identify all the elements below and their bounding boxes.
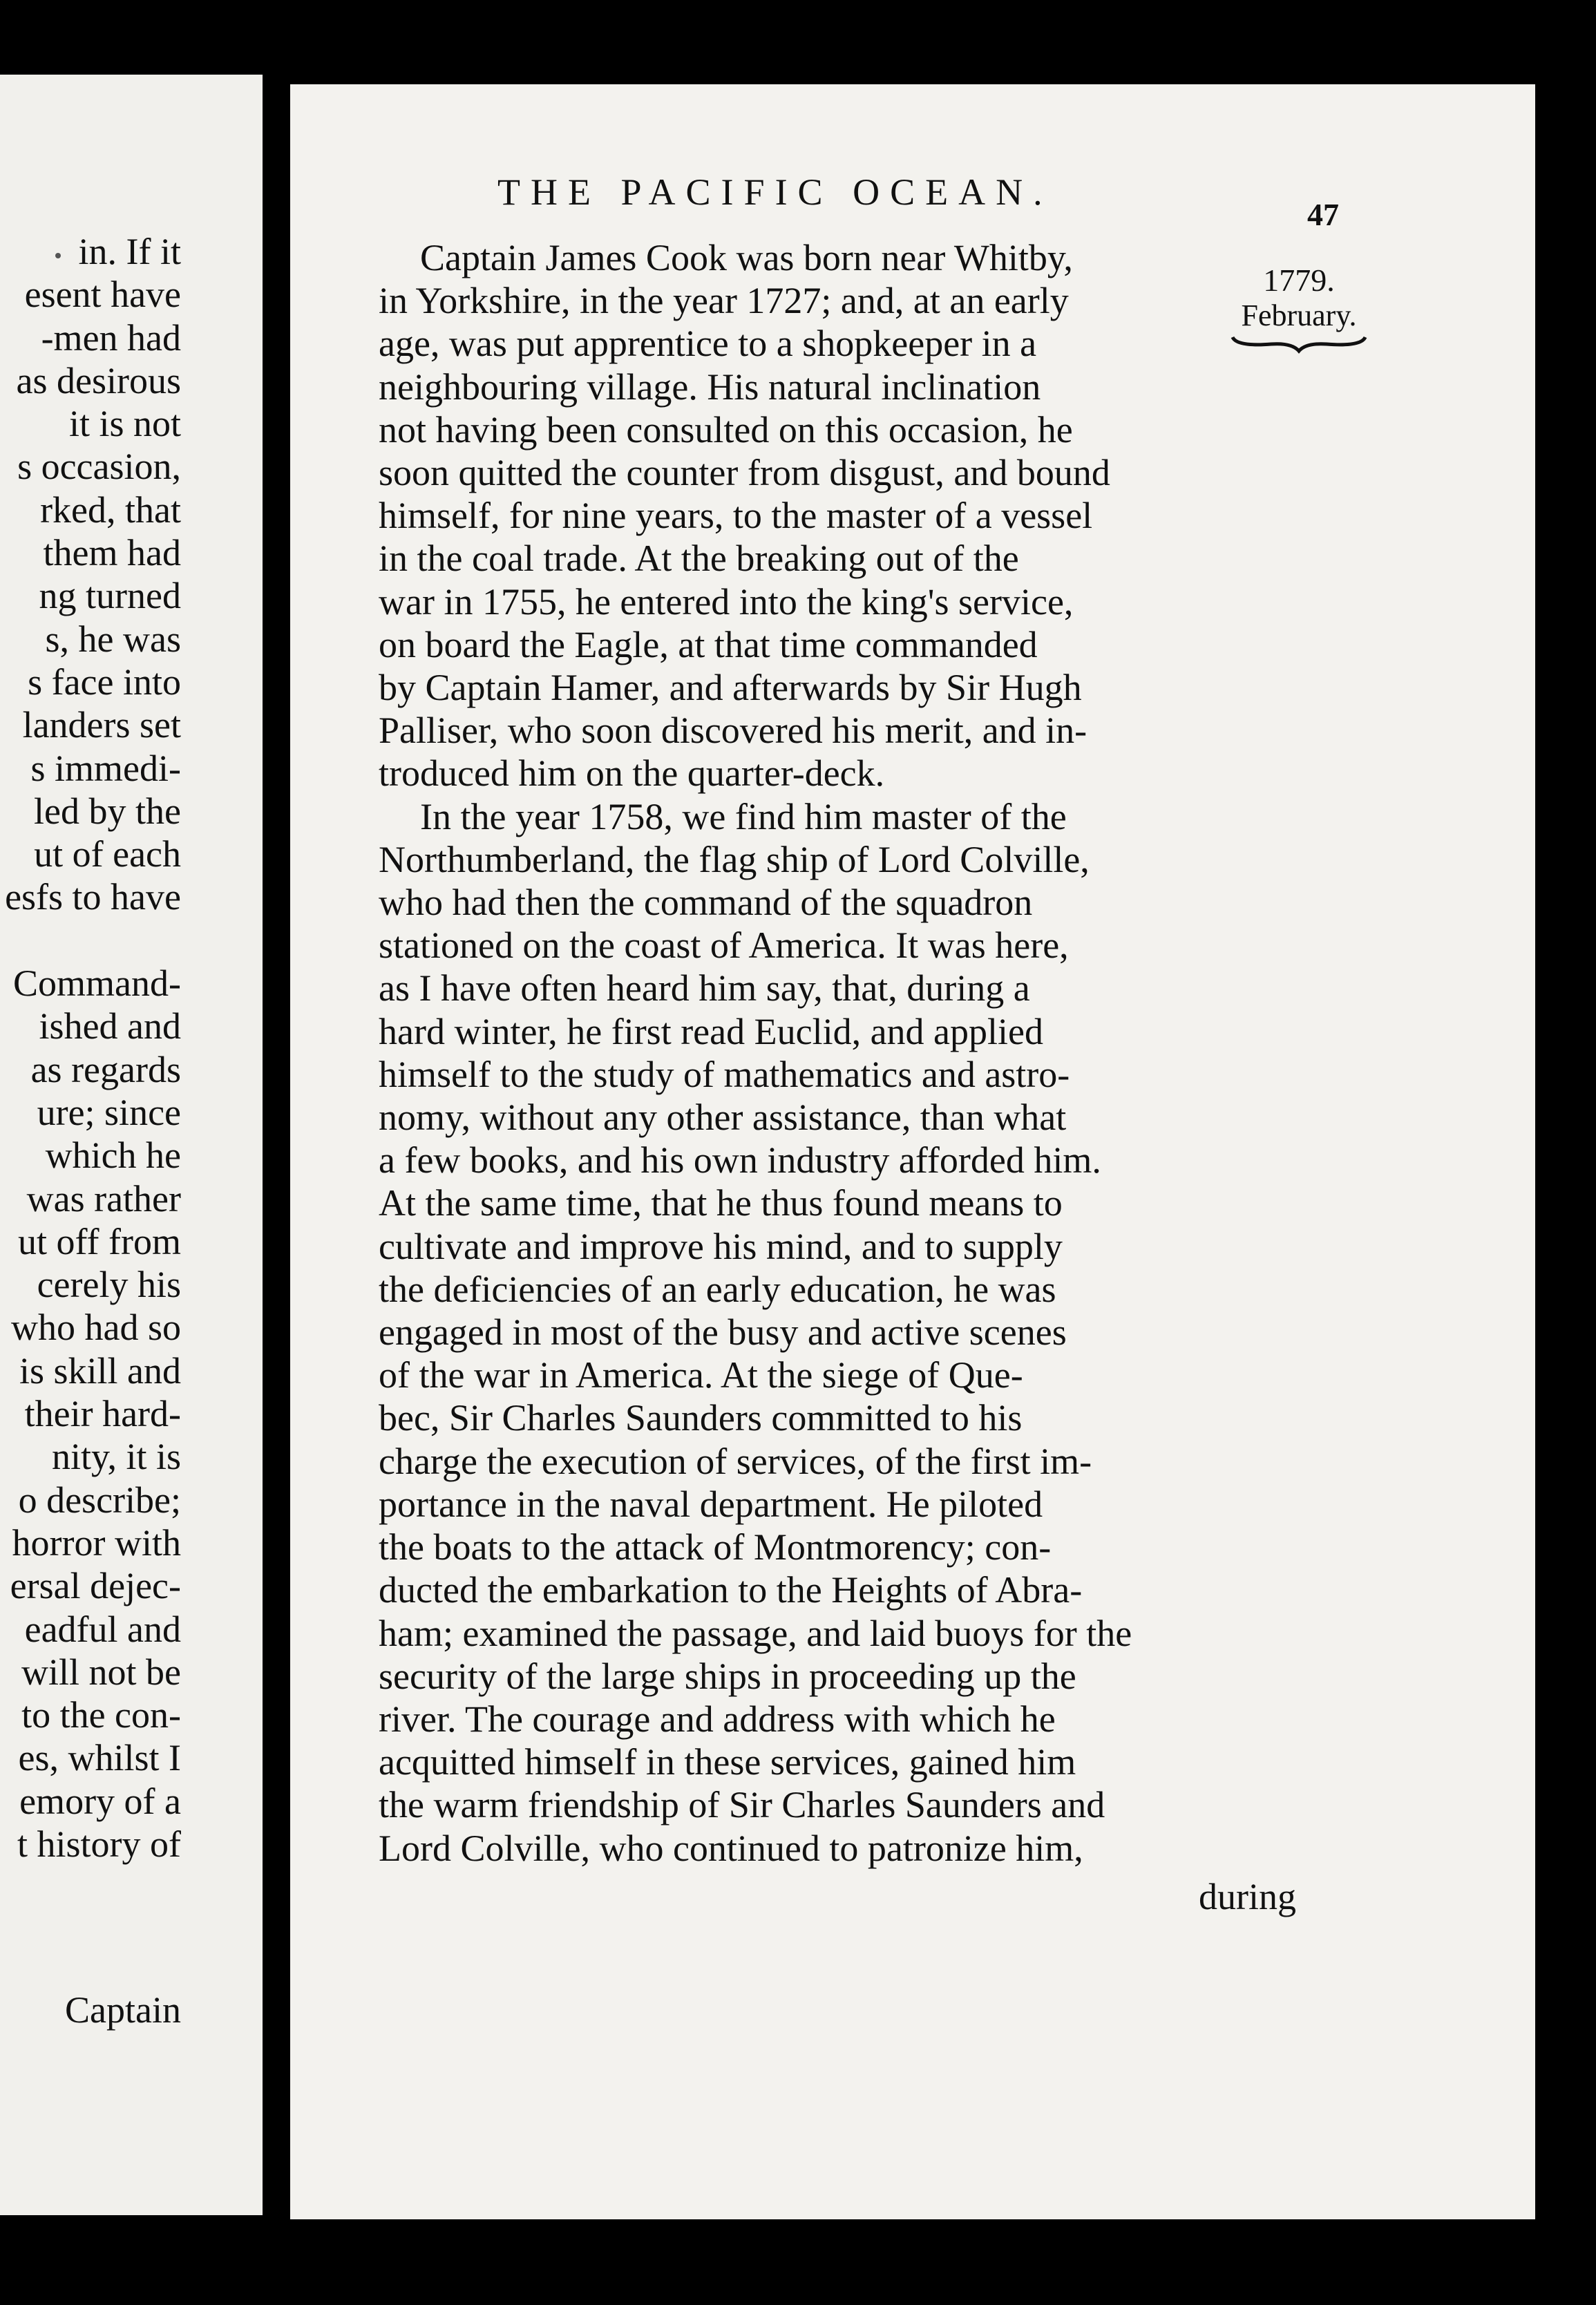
text-line: is skill and <box>19 1349 181 1392</box>
text-line: stationed on the coast of America. It was here, <box>379 924 1069 967</box>
text-line: a few books, and his own industry afforded him. <box>379 1139 1101 1182</box>
text-line: es, whilst I <box>18 1737 181 1779</box>
text-line: acquitted himself in these services, gained him <box>379 1741 1076 1783</box>
text-line: in Yorkshire, in the year 1727; and, at an early <box>379 280 1069 322</box>
text-line: landers set <box>22 704 181 746</box>
text-line: emory of a <box>19 1780 181 1822</box>
running-head: THE PACIFIC OCEAN. <box>497 171 1053 213</box>
text-line: age, was put apprentice to a shopkeeper in a <box>379 323 1037 365</box>
text-line: as desirous <box>16 359 181 401</box>
text-line: soon quitted the counter from disgust, and bound <box>379 452 1110 494</box>
text-line: the deficiencies of an early education, he was <box>379 1268 1056 1310</box>
text-line: Northumberland, the flag ship of Lord Colville, <box>379 838 1090 880</box>
text-line: security of the large ships in proceeding up the <box>379 1655 1076 1697</box>
text-line: ut of each <box>34 833 181 875</box>
text-line: who had so <box>11 1307 181 1349</box>
text-line: Palliser, who soon discovered his merit, and in- <box>379 710 1087 752</box>
text-line: eadful and <box>24 1608 181 1650</box>
text-line: Command- <box>13 962 181 1005</box>
text-line: the warm friendship of Sir Charles Saunders and <box>379 1784 1105 1826</box>
text-line: esfs to have <box>5 876 181 918</box>
catchword: during <box>1199 1876 1296 1917</box>
text-line: was rather <box>26 1177 181 1220</box>
body-text <box>379 236 1298 1870</box>
text-line: war in 1755, he entered into the king's service, <box>379 580 1074 623</box>
text-line: himself to the study of mathematics and astro- <box>379 1053 1070 1095</box>
text-line: In the year 1758, we find him master of the <box>420 795 1067 837</box>
text-line: by Captain Hamer, and afterwards by Sir Hugh <box>379 667 1082 709</box>
text-line: ished and <box>39 1005 181 1047</box>
text-line: ut off from <box>18 1220 181 1262</box>
text-line: nity, it is <box>51 1436 181 1478</box>
text-line: s occasion, <box>17 446 181 488</box>
text-line: troduced him on the quarter-deck. <box>379 752 885 795</box>
text-line: bec, Sir Charles Saunders committed to his <box>379 1397 1023 1439</box>
paragraph-1 <box>379 236 1298 795</box>
text-line: the boats to the attack of Montmorency; con- <box>379 1526 1052 1568</box>
margin-month: February. <box>1241 298 1357 332</box>
text-line: ersal dejec- <box>10 1565 181 1607</box>
left-page-text <box>5 230 181 1866</box>
text-line: t history of <box>17 1823 181 1865</box>
text-line: horror with <box>12 1521 181 1564</box>
left-page <box>0 75 263 2215</box>
text-line: charge the execution of services, of the first im- <box>379 1440 1092 1482</box>
text-line: -men had <box>41 316 181 359</box>
text-line: it is not <box>68 403 181 445</box>
text-line: not having been consulted on this occasion, he <box>379 408 1073 450</box>
text-line: as I have often heard him say, that, during a <box>379 967 1030 1009</box>
text-line: esent have <box>24 274 181 316</box>
left-catchword: Captain <box>65 1989 181 2031</box>
text-line: hard winter, he first read Euclid, and applied <box>379 1010 1043 1052</box>
text-line: ng turned <box>39 575 181 617</box>
text-line <box>5 919 181 962</box>
text-line: neighbouring village. His natural inclination <box>379 366 1041 408</box>
text-line: of the war in America. At the siege of Que- <box>379 1354 1023 1396</box>
text-line: rked, that <box>40 488 181 531</box>
text-line: on board the Eagle, at that time commanded <box>379 623 1038 665</box>
text-line: will not be <box>21 1651 181 1693</box>
page-number: 47 <box>1307 197 1339 232</box>
margin-year: 1779. <box>1263 263 1335 298</box>
text-line: nomy, without any other assistance, than what <box>379 1097 1067 1139</box>
text-line: in. If it <box>78 231 181 272</box>
text-line: who had then the command of the squadron <box>379 882 1033 924</box>
text-line: s face into <box>28 661 181 703</box>
text-line: in the coal trade. At the breaking out of the <box>379 538 1019 580</box>
text-line: as regards <box>30 1048 181 1090</box>
text-line: ham; examined the passage, and laid buoys for the <box>379 1612 1132 1654</box>
text-line: them had <box>43 532 181 574</box>
paragraph-2 <box>379 795 1298 1870</box>
text-line: cultivate and improve his mind, and to supply <box>379 1225 1063 1267</box>
text-line: ure; since <box>37 1091 181 1133</box>
text-line: portance in the naval department. He piloted <box>379 1483 1043 1525</box>
text-line: engaged in most of the busy and active scenes <box>379 1311 1067 1354</box>
text-line: ducted the embarkation to the Heights of Abra- <box>379 1569 1083 1611</box>
text-line: s, he was <box>45 618 181 660</box>
text-line: Lord Colville, who continued to patronize him, <box>379 1827 1083 1869</box>
right-page <box>290 84 1535 2219</box>
text-line: Captain James Cook was born near Whitby, <box>420 237 1073 278</box>
text-line: himself, for nine years, to the master of a vessel <box>379 495 1093 537</box>
text-line: o describe; <box>18 1479 181 1521</box>
text-line: which he <box>45 1135 181 1177</box>
text-line: their hard- <box>24 1393 181 1435</box>
text-line: river. The courage and address with which he <box>379 1698 1056 1740</box>
text-line: led by the <box>34 790 181 832</box>
text-line: At the same time, that he thus found means to <box>379 1182 1063 1224</box>
text-line: to the con- <box>21 1694 181 1736</box>
text-line: cerely his <box>37 1264 181 1306</box>
text-line: s immedi- <box>30 747 181 789</box>
